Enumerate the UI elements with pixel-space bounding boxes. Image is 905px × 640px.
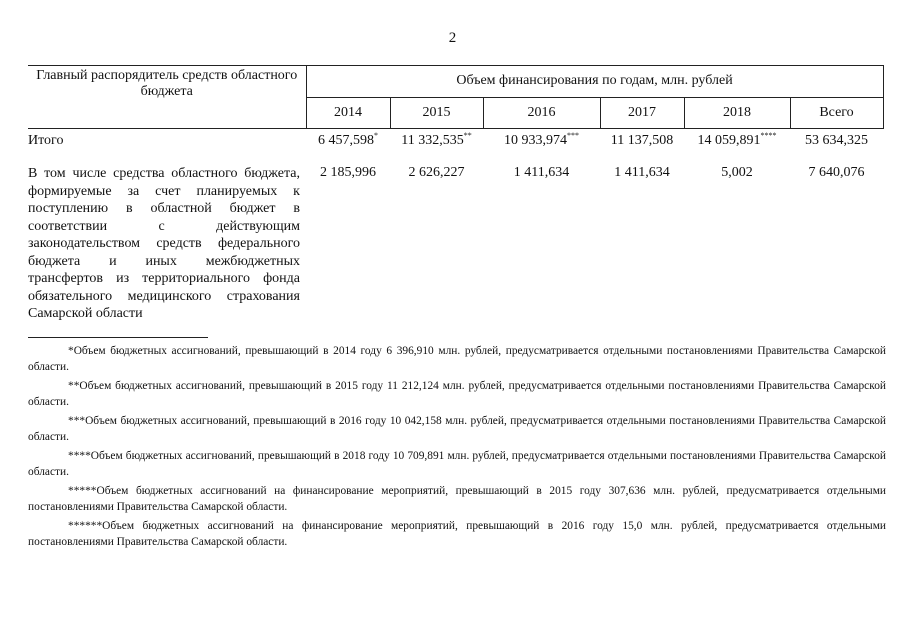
footnote-divider — [28, 337, 208, 338]
budget-table — [28, 65, 884, 323]
header-total: Всего — [790, 97, 883, 129]
header-year: 2015 — [390, 97, 483, 129]
footnote: ****Объем бюджетных ассигнований, превышающий в 2018 году 10 709,891 млн. рублей, предусматривается отдельными постановлениями Правительства Самарской области. — [28, 450, 886, 478]
footnotes — [28, 344, 886, 554]
footnote: *****Объем бюджетных ассигнований на финансирование мероприятий, превышающий в 2015 году 307,636 млн. рублей, предусматривается отдельными постановлениями Правительства Самарской области. — [28, 485, 886, 513]
footnote: ***Объем бюджетных ассигнований, превышающий в 2016 году 10 042,158 млн. рублей, предусматривается отдельными постановлениями Правительства Самарской области. — [28, 415, 886, 443]
header-year: 2018 — [684, 97, 790, 129]
table-row-regional — [28, 161, 883, 323]
value-cell: 11 332,535** — [401, 131, 472, 148]
value-cell: 10 933,974*** — [504, 131, 579, 148]
value-cell: 2 626,227 — [408, 165, 465, 180]
table-row-total — [28, 129, 883, 150]
footnote: ******Объем бюджетных ассигнований на финансирование мероприятий, превышающий в 2016 году 15,0 млн. рублей, предусматривается отдельными постановлениями Правительства Самарской области. — [28, 520, 886, 548]
header-funding-by-year: Объем финансирования по годам, млн. рублей — [306, 66, 883, 98]
header-year: 2017 — [600, 97, 684, 129]
value-cell: 2 185,996 — [320, 165, 376, 180]
value-cell: 53 634,325 — [805, 133, 869, 148]
row-label: В том числе средства областного бюджета, формируемые за счет планируемых к поступлению в областной бюджет в соответствии с действующим законодательством средств федерального бюджета и иных межбюджетных трансфертов из территориального фонда обязательного медицинского страхования Самарской области — [28, 166, 300, 321]
value-cell: 1 411,634 — [614, 165, 670, 180]
value-cell: 14 059,891**** — [697, 131, 777, 148]
header-distributor: Главный распорядитель средств областного бюджета — [28, 66, 306, 129]
value-cell: 6 457,598* — [318, 131, 378, 148]
header-year: 2016 — [483, 97, 600, 129]
footnote: **Объем бюджетных ассигнований, превышающий в 2015 году 11 212,124 млн. рублей, предусматривается отдельными постановлениями Правительства Самарской области. — [28, 380, 886, 408]
row-label: Итого — [28, 133, 64, 148]
page-number: 2 — [448, 30, 457, 46]
value-cell: 7 640,076 — [808, 165, 865, 180]
value-cell: 11 137,508 — [610, 133, 674, 148]
value-cell: 5,002 — [721, 165, 753, 180]
value-cell: 1 411,634 — [513, 165, 570, 180]
header-year: 2014 — [306, 97, 390, 129]
footnote: *Объем бюджетных ассигнований, превышающий в 2014 году 6 396,910 млн. рублей, предусматривается отдельными постановлениями Правительства Самарской области. — [28, 345, 886, 373]
